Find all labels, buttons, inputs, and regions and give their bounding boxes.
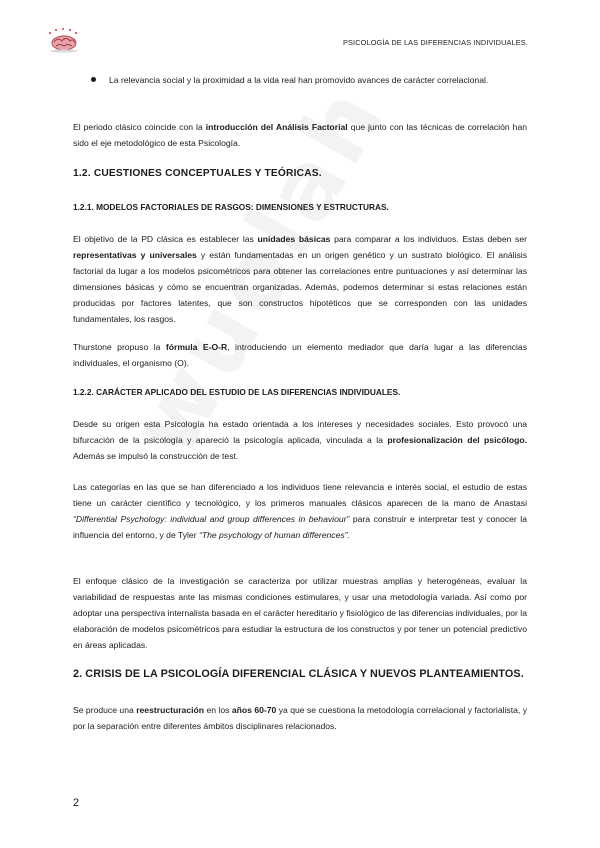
text: Las categorías en las que se han diferenciado a los individuos tiene relevancia e interés social, el estudio de estas tiene un carácter científico y tecnológico, y los primeros manuales clásicos aparecen de la mano de Anastasi xyxy=(73,482,527,508)
italic-text: “The psychology of human differences” xyxy=(198,530,348,540)
paragraph-origen-psicologia xyxy=(73,416,527,464)
text: y están fundamentadas en un origen genético y un sustrato biológico. El análisis factorial da lugar a los modelos psicométricos para obtener las correlaciones entre puntuaciones y así determinar las dimensiones básicas y cómo se encuentran organizadas. Además, podemos determinar si estas relaciones están producidas por factores latentes, que son constructos hipotéticos que se corresponden con las unidades fundamentales, los rasgos. xyxy=(73,250,527,324)
italic-text: “Differential Psychology: individual and group differences in behaviour” xyxy=(73,514,350,524)
bold-text: profesionalización del psicólogo. xyxy=(387,435,528,445)
text: ya que se cuestiona la metodología correlacional y factorialista, y por la separación entre diferentes ámbitos disciplinares relacionados. xyxy=(73,705,527,731)
paragraph-reestructuracion xyxy=(73,702,527,734)
section-heading-1-2: 1.2. CUESTIONES CONCEPTUALES Y TEÓRICAS. xyxy=(73,168,322,179)
text: El periodo clásico coincide con la xyxy=(73,122,206,132)
text: en los xyxy=(204,705,232,715)
text: para construir e interpretar test y conocer la influencia del entorno, y de Tyler xyxy=(73,514,527,540)
paragraph-categorias xyxy=(73,479,527,543)
paragraph-analisis-factorial xyxy=(73,119,527,151)
paragraph-enfoque-clasico: El enfoque clásico de la investigación se caracteriza por utilizar muestras amplias y heterogéneas, evaluar la variabilidad de respuestas ante las mismas condiciones estimulares, y usar una metodología variada. Así como por adoptar una perspectiva internalista basada en el carácter hereditario y fisiológico de las diferencias individuales, por la elaboración de modelos psicométricos para estudiar la estructura de los constructos y por tener un potencial predictivo en áreas aplicadas. xyxy=(73,576,527,650)
text: que junto con las técnicas de correlación han sido el eje metodológico de esta Psicología. xyxy=(73,122,527,148)
bold-text: reestructuración xyxy=(136,705,205,715)
subsection-heading-1-2-2: 1.2.2. CARÁCTER APLICADO DEL ESTUDIO DE LAS DIFERENCIAS INDIVIDUALES. xyxy=(73,387,401,397)
text: , introduciendo un elemento mediador que daría lugar a las diferencias individuales, el organismo (O). xyxy=(73,342,528,368)
brain-logo-icon xyxy=(44,26,84,54)
text: para comparar a los individuos. Estas deben ser xyxy=(330,234,527,244)
text: El objetivo de la PD clásica es establecer las xyxy=(73,234,258,244)
bullet-icon xyxy=(91,77,96,82)
bold-text: unidades básicas xyxy=(257,234,331,244)
subsection-heading-1-2-1: 1.2.1. MODELOS FACTORIALES DE RASGOS: DIMENSIONES Y ESTRUCTURAS. xyxy=(73,202,389,212)
text: Thurstone propuso la xyxy=(73,342,166,352)
page-number: 2 xyxy=(73,797,80,809)
bold-text: introducción del Análisis Factorial xyxy=(205,122,348,132)
text: Se produce una xyxy=(73,705,137,715)
bold-text: años 60-70 xyxy=(231,705,277,715)
bullet-text: La relevancia social y la proximidad a la vida real han promovido avances de carácter correlacional. xyxy=(109,75,489,85)
text: . xyxy=(347,530,350,540)
bold-text: representativas y universales xyxy=(73,250,197,260)
paragraph-unidades-basicas xyxy=(73,231,527,327)
text: Desde su origen esta Psicología ha estado orientada a los intereses y necesidades sociales. Esto provocó una bifurcación de la psicología y apareció la psicología aplicada, vinculada a la xyxy=(73,419,527,445)
paragraph-thurstone xyxy=(73,339,527,371)
text: Además se impulsó la construcción de test. xyxy=(73,451,239,461)
header-title: PSICOLOGÍA DE LAS DIFERENCIAS INDIVIDUALES. xyxy=(342,38,528,47)
section-heading-2: 2. CRISIS DE LA PSICOLOGÍA DIFERENCIAL CLÁSICA Y NUEVOS PLANTEAMIENTOS. xyxy=(73,668,524,680)
bold-text: fórmula E-O-R xyxy=(165,342,228,352)
